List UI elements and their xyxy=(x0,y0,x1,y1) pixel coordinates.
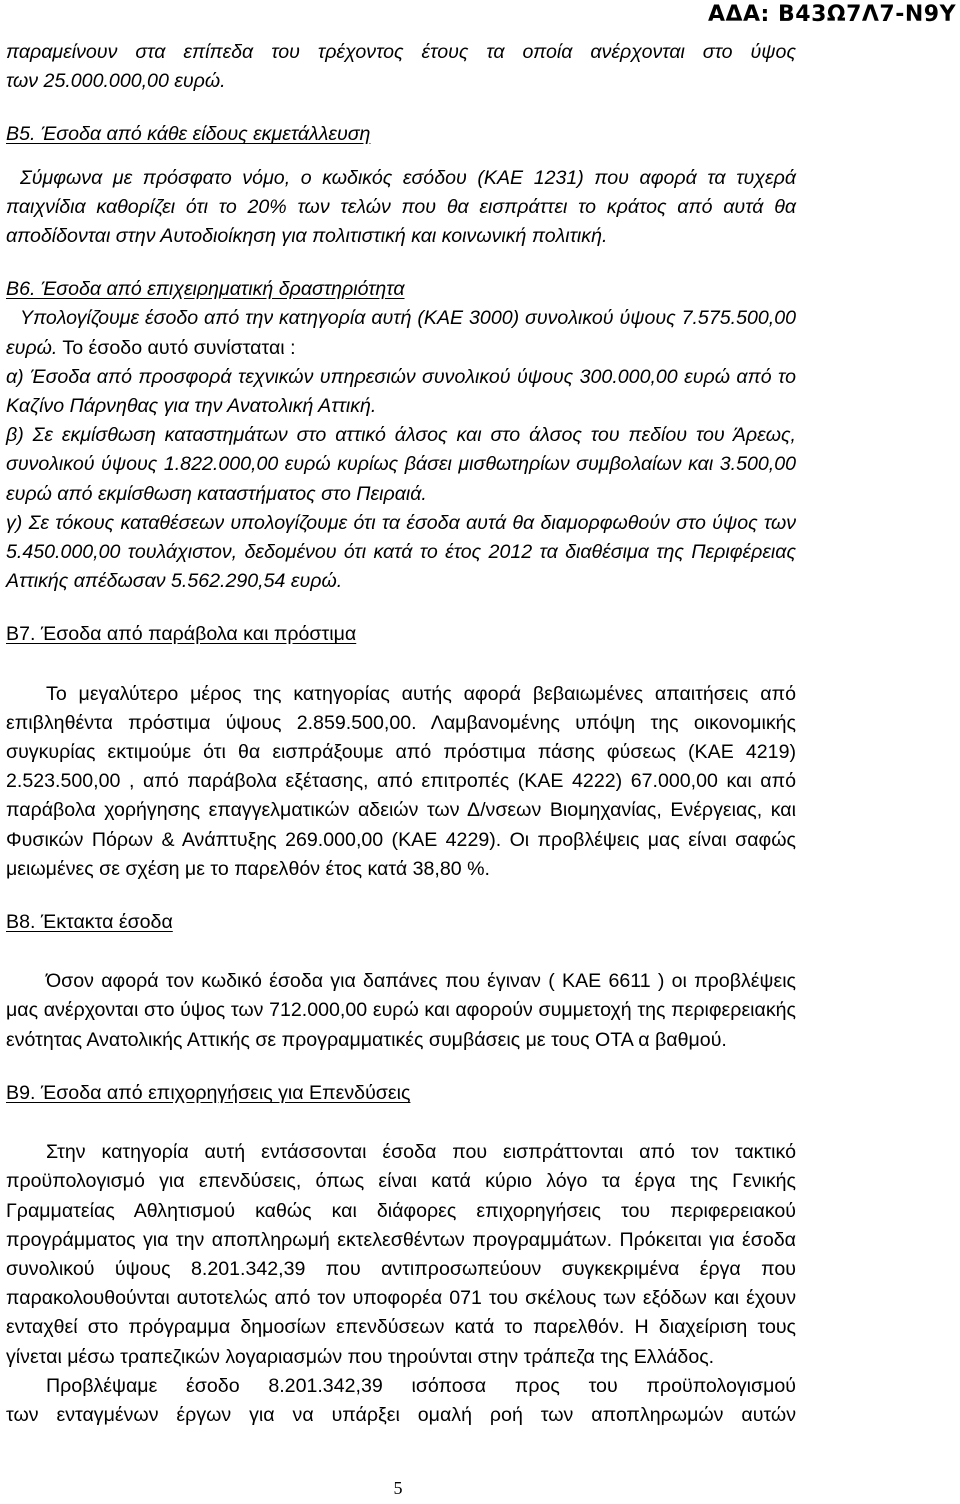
b6-intro-text: Υπολογίζουμε έσοδο από την κατηγορία αυτή (ΚΑΕ 3000) συνολικού ύψους 7.575.500,00 ευρώ. xyxy=(6,307,796,359)
b9-heading: Β9. Έσοδα από επιχορηγήσεις για Επενδύσεις xyxy=(6,1081,411,1104)
b6-intro-composition: Το έσοδο αυτό συνίσταται : xyxy=(57,336,296,359)
document-body xyxy=(6,38,796,1430)
b8-paragraph: Όσον αφορά τον κωδικό έσοδα για δαπάνες που έγιναν ( ΚΑΕ 6611 ) οι προβλέψεις μας ανέρχονται στο ύψος των 712.000,00 ευρώ και αφορούν συμμετοχή της περιφερειακής ενότητας Ανατολικής Αττικής σε προγραμματικές συμβάσεις με τους ΟΤΑ α βαθμού. xyxy=(6,970,796,1051)
b6-item-c xyxy=(6,509,796,597)
b9-paragraph-2-line-2: των ενταγμένων έργων για να υπάρξει ομαλή ροή των αποπληρωμών αυτών xyxy=(6,1403,796,1426)
b6-item-b-text: β) Σε εκμίσθωση καταστημάτων στο αττικό άλσος και στο άλσος του πεδίου του Άρεως, συνολικού ύψους 1.822.000,00 ευρώ κυρίως βάσει μισθωτηρίων συμβολαίων και 3.500,00 ευρώ από εκμίσθωση καταστήματος στο Πειραιά. xyxy=(6,424,796,505)
intro-line-1: παραμείνουν στα επίπεδα του τρέχοντος έτους τα οποία ανέρχονται στο ύψος xyxy=(6,41,796,63)
intro-line-2: των 25.000.000,00 ευρώ. xyxy=(6,70,226,93)
page-number: 5 xyxy=(393,1478,403,1498)
b9-paragraph-2 xyxy=(6,1372,796,1430)
b9-paragraph-1: Στην κατηγορία αυτή εντάσσονται έσοδα που εισπράττονται από τον τακτικό προϋπολογισμό για επενδύσεις, όπως είναι κατά κύριο λόγο τα έργα της Γενικής Γραμματείας Αθλητισμού καθώς και διάφορες επιχορηγήσεις του περιφερειακού προγράμματος για την αποπληρωμή εκτελεσθέντων προγραμμάτων. Πρόκειται για έσοδα συνολικού ύψους 8.201.342,39 που αντιπροσωπεύουν συγκεκριμένα έργα που παρακολουθούνται αυτοτελώς από τον υποφορέα 071 του σκέλους των εξόδων και έχουν ενταχθεί στο πρόγραμμα δημοσίων επενδύσεων κατά το παρελθόν. Η διαχείριση τους γίνεται μέσω τραπεζικών λογαριασμών που τηρούνται στην τράπεζα της Ελλάδος. xyxy=(6,1141,796,1368)
b6-item-c-text: γ) Σε τόκους καταθέσεων υπολογίζουμε ότι τα έσοδα αυτά θα διαμορφωθούν στο ύψος των 5.450.000,00 τουλάχιστον, δεδομένου ότι κατά το έτος 2012 τα διαθέσιμα της Περιφέρειας Αττικής απέδωσαν 5.562.290,54 ευρώ. xyxy=(6,511,796,593)
b6-heading: Β6. Έσοδα από επιχειρηματική δραστηριότητα xyxy=(6,278,405,301)
b9-paragraph-2-line-1: Προβλέψαμε έσοδο 8.201.342,39 ισόποσα προς του προϋπολογισμού xyxy=(46,1374,796,1397)
b7-heading: Β7. Έσοδα από παράβολα και πρόστιμα xyxy=(6,623,357,646)
b8-heading: Β8. Έκτακτα έσοδα xyxy=(6,911,173,934)
b6-item-b xyxy=(6,421,796,509)
b7-paragraph: Το μεγαλύτερο μέρος της κατηγορίας αυτής αφορά βεβαιωμένες απαιτήσεις από επιβληθέντα πρόστιμα ύψους 2.859.500,00. Λαμβανομένης υπόψη της οικονομικής συγκυρίας εκτιμούμε ότι θα εισπράξουμε από πρόστιμα πάσης φύσεως (ΚΑΕ 4219) 2.523.500,00 , από παράβολα εξέτασης, από επιτροπές (ΚΑΕ 4222) 67.000,00 και από παράβολα χορήγησης επαγγελματικών αδειών των Δ/νσεων Βιομηχανίας, Ενέργειας, και Φυσικών Πόρων & Ανάπτυξης 269.000,00 (ΚΑΕ 4229). Οι προβλέψεις μας είναι σαφώς μειωμένες σε σχέση με το παρελθόν έτος κατά 38,80 %. xyxy=(6,682,796,880)
b5-heading: Β5. Έσοδα από κάθε είδους εκμετάλλευση xyxy=(6,123,371,146)
intro-paragraph xyxy=(6,38,796,96)
b6-intro-paragraph xyxy=(6,304,796,362)
ada-code: ΑΔΑ: Β43Ω7Λ7-Ν9Υ xyxy=(707,2,956,27)
b5-paragraph: Σύμφωνα με πρόσφατο νόμο, ο κωδικός εσόδου (ΚΑΕ 1231) που αφορά τα τυχερά παιχνίδια καθορίζει ότι το 20% των τελών που θα εισπράττει το κράτος από αυτά θα αποδίδονται στην Αυτοδιοίκηση για πολιτιστική και κοινωνική πολιτική. xyxy=(6,166,796,248)
b6-item-a: α) Έσοδα από προσφορά τεχνικών υπηρεσιών συνολικού ύψους 300.000,00 ευρώ από το Καζίνο Πάρνηθας για την Ανατολική Αττική. xyxy=(6,365,796,418)
